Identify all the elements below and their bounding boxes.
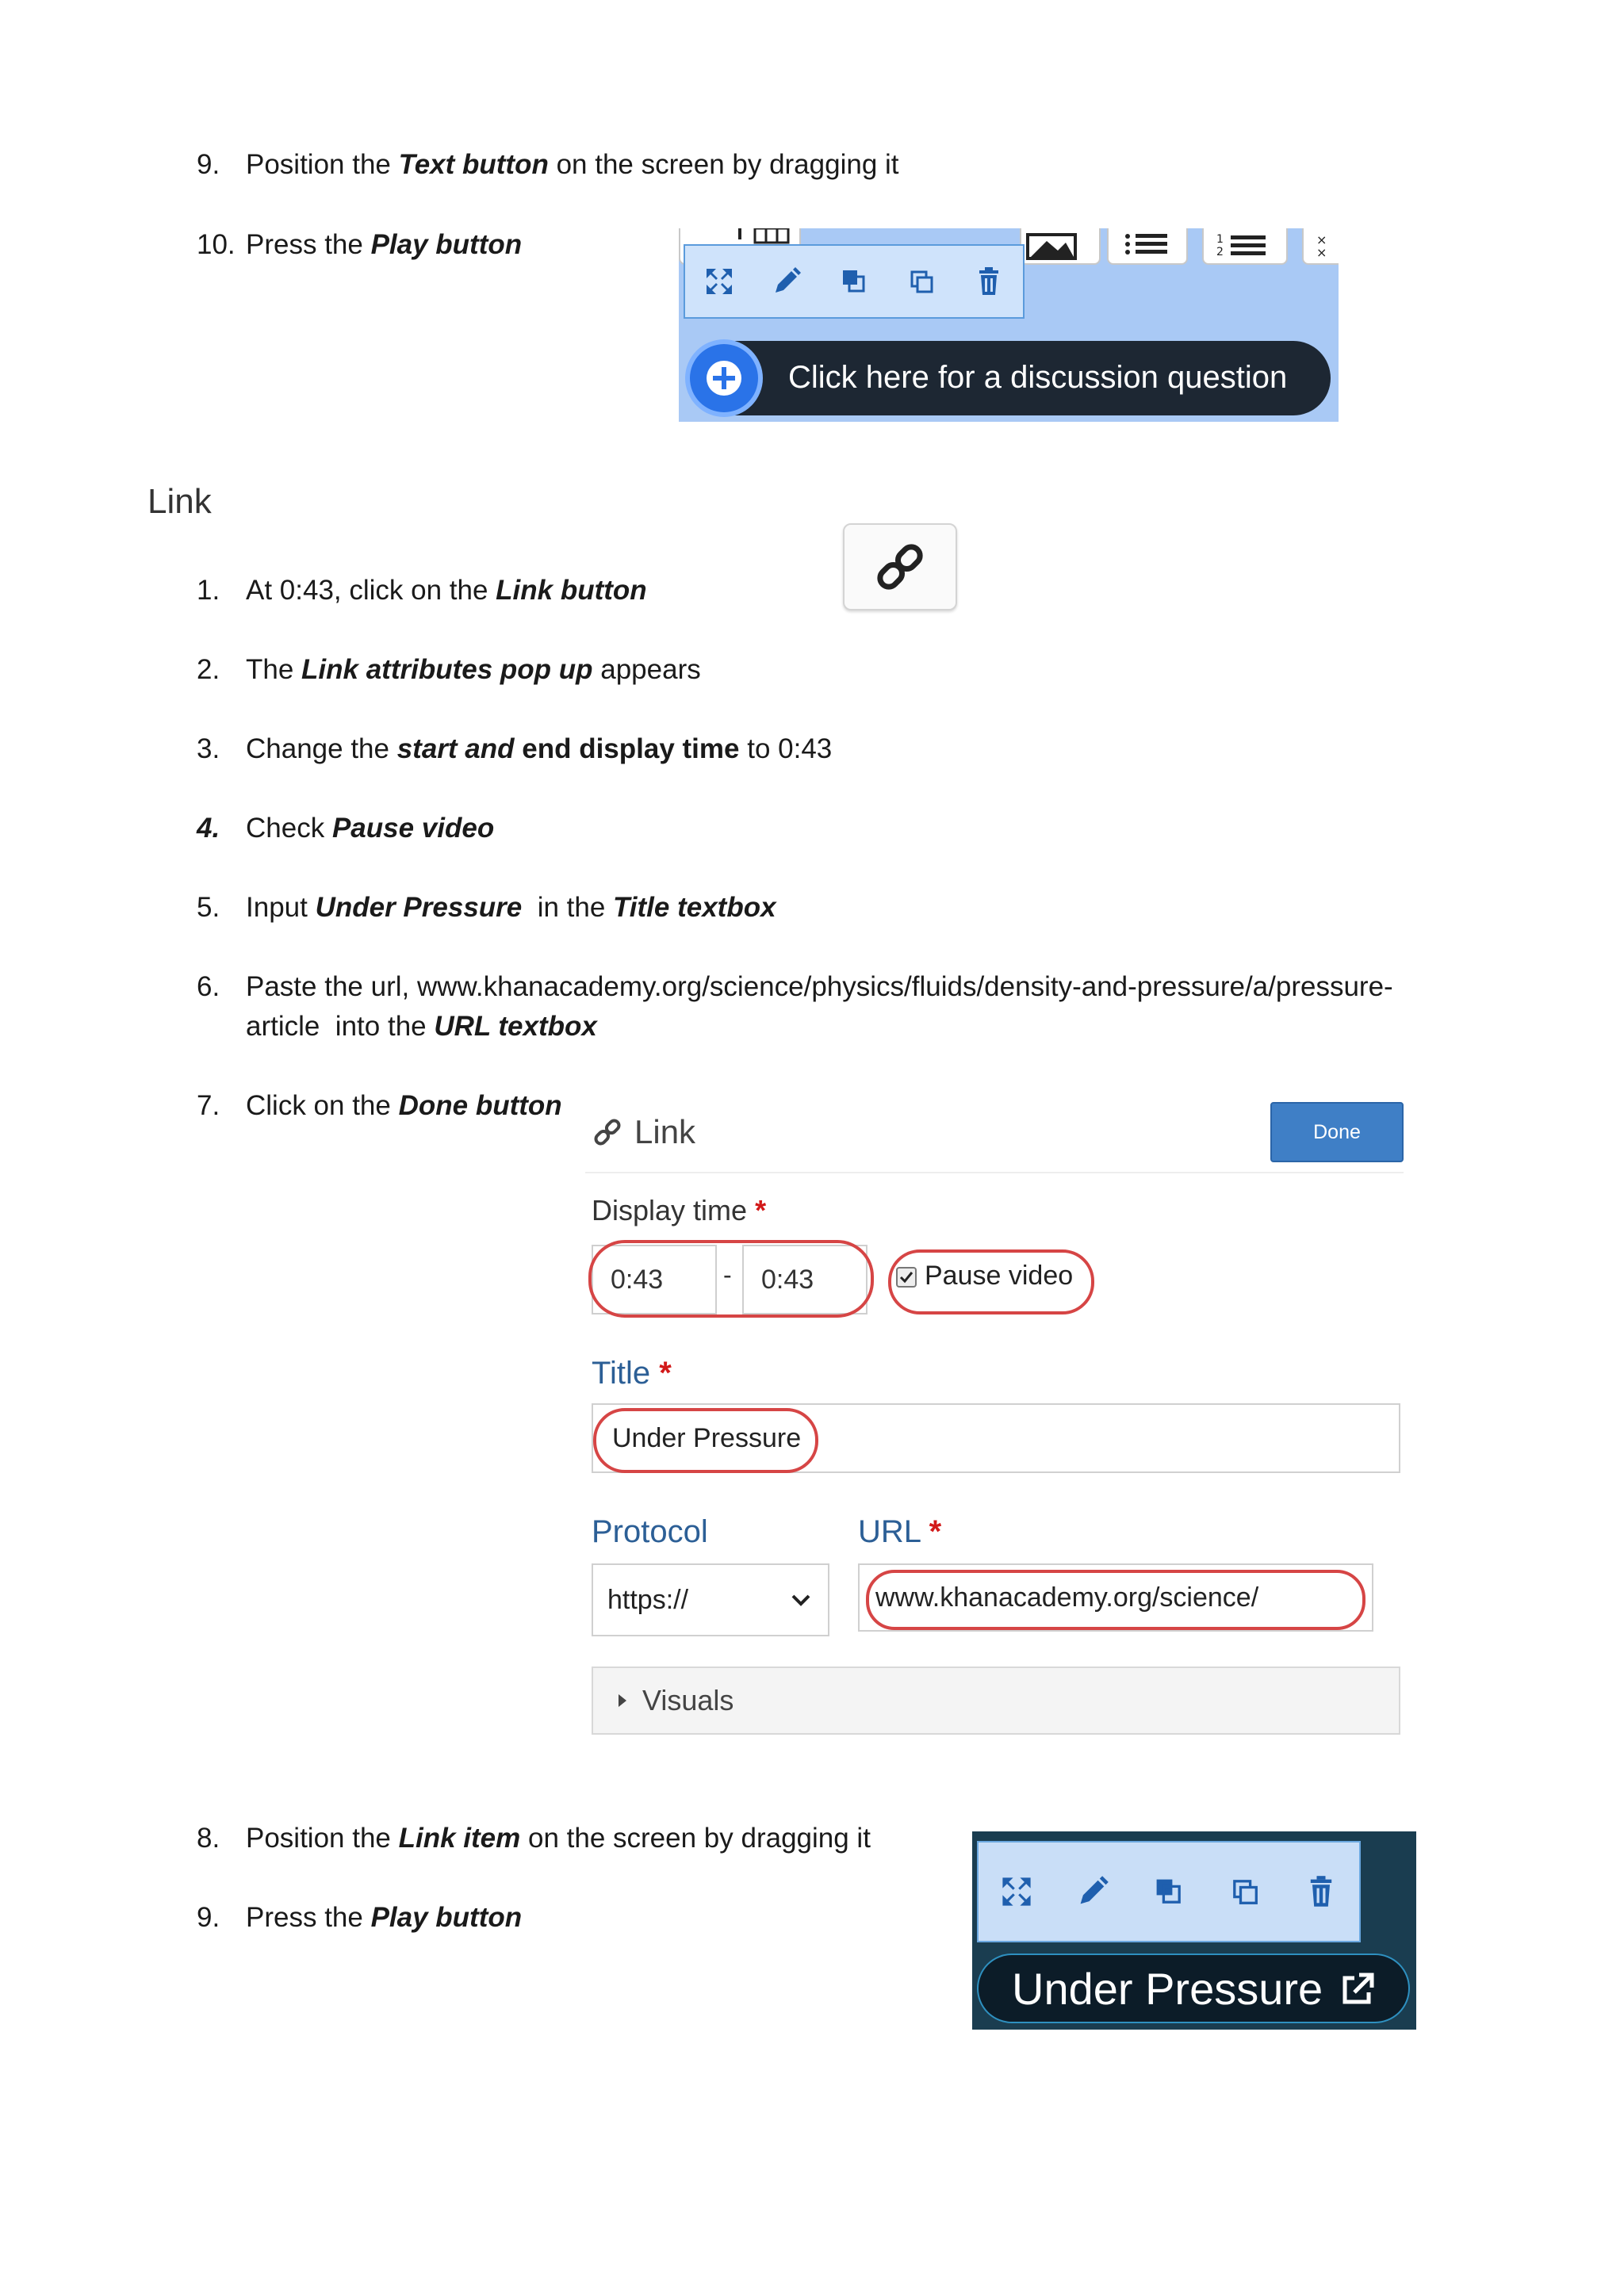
display-time-label: Display time * (592, 1194, 767, 1226)
text-item-screenshot (679, 228, 1339, 422)
end-time-input[interactable]: 0:43 (742, 1245, 868, 1314)
link-item-label: Under Pressure (1012, 1964, 1323, 2014)
move-icon[interactable] (999, 1874, 1034, 1909)
emphasis: Done button (398, 1090, 562, 1121)
chevron-down-icon (791, 1594, 810, 1606)
step-number: 6. (197, 971, 220, 1002)
copy-icon[interactable] (1228, 1874, 1262, 1909)
done-button[interactable]: Done (1270, 1102, 1404, 1162)
emphasis: URL textbox (434, 1011, 597, 1042)
emphasis: Link item (398, 1823, 521, 1854)
emphasis: Play button (370, 229, 523, 260)
trash-icon[interactable] (971, 264, 1006, 299)
move-icon[interactable] (702, 264, 737, 299)
visuals-expander[interactable]: Visuals (592, 1667, 1400, 1735)
step-number: 9. (197, 1902, 220, 1933)
step-number: 7. (197, 1090, 220, 1121)
link-item[interactable] (977, 1954, 1410, 2023)
highlight-ring (866, 1570, 1365, 1630)
svg-text:1: 1 (1216, 233, 1224, 246)
bring-front-icon[interactable] (1151, 1874, 1186, 1909)
list-icon (1107, 228, 1188, 265)
step-number: 2. (197, 654, 220, 685)
url-text: Paste the url, www.khanacademy.org/science/physics/fluids/density-and-pressure/a/pressure- (246, 971, 1393, 1002)
caret-right-icon (617, 1693, 628, 1709)
step-number: 1. (197, 575, 220, 606)
emphasis: Link attributes pop up (301, 654, 593, 685)
bring-front-icon[interactable] (837, 264, 871, 299)
link-button[interactable] (843, 523, 957, 610)
url-input[interactable]: www.khanacademy.org/science/ (858, 1563, 1373, 1632)
pencil-icon[interactable] (769, 264, 804, 299)
image-icon (1020, 228, 1101, 265)
time-separator: - (723, 1261, 732, 1289)
url-label: URL * (858, 1514, 942, 1549)
link-item-screenshot (972, 1831, 1416, 2030)
svg-text:2: 2 (1216, 246, 1224, 258)
emphasis: Play button (370, 1902, 523, 1933)
step-number: 9. (197, 149, 220, 180)
emphasis: Under Pressure (315, 892, 523, 923)
protocol-label: Protocol (592, 1514, 708, 1549)
title-label: Title * (592, 1356, 672, 1391)
plus-icon (690, 344, 758, 412)
step-number: 5. (197, 892, 220, 923)
svg-text:×: × (1316, 232, 1327, 247)
section-heading-link: Link (147, 482, 212, 521)
emphasis: Pause video (331, 813, 495, 844)
item-toolbar (977, 1841, 1361, 1942)
external-link-icon (1340, 1972, 1375, 2007)
checklist-icon (1202, 228, 1288, 265)
step-number: 4. (197, 813, 220, 844)
step-number: 3. (197, 733, 220, 764)
link-icon (592, 1116, 623, 1148)
close-icon (1302, 228, 1339, 265)
pause-video-label: Pause video (925, 1261, 1074, 1291)
emphasis-bold: end display time (514, 733, 740, 764)
dialog-title: Link (634, 1113, 696, 1150)
step-number: 10. (197, 229, 236, 260)
highlight-ring (888, 1249, 1094, 1314)
start-time-input[interactable]: 0:43 (592, 1245, 717, 1314)
emphasis: Link button (496, 575, 647, 606)
divider (585, 1172, 1404, 1173)
emphasis: start and (396, 733, 515, 764)
discussion-question-label: Click here for a discussion question (788, 360, 1288, 395)
title-input[interactable]: Under Pressure (592, 1403, 1400, 1473)
link-icon (872, 539, 928, 595)
discussion-question-item[interactable] (687, 341, 1331, 415)
protocol-select[interactable]: https:// (592, 1563, 829, 1636)
step-number: 8. (197, 1823, 220, 1854)
link-attributes-dialog (585, 1094, 1404, 1744)
emphasis: Title textbox (613, 892, 776, 923)
copy-icon[interactable] (904, 264, 939, 299)
trash-icon[interactable] (1304, 1874, 1339, 1909)
emphasis: Text button (398, 149, 549, 180)
pencil-icon[interactable] (1075, 1874, 1110, 1909)
svg-text:×: × (1316, 245, 1327, 260)
highlight-ring (593, 1408, 818, 1473)
item-toolbar (684, 244, 1025, 319)
highlight-ring (588, 1240, 874, 1318)
